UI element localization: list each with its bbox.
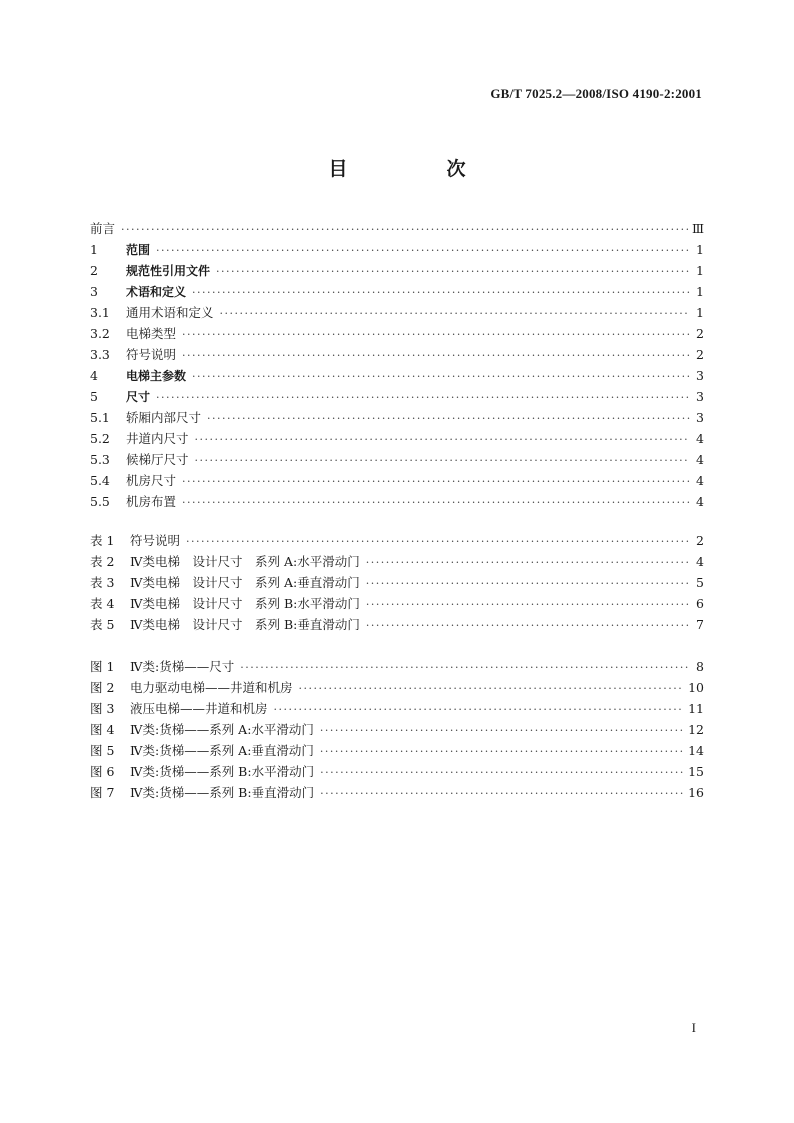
toc-entry-page: 2 <box>696 326 704 341</box>
toc-entry[interactable] <box>90 239 704 260</box>
toc-dot-leader <box>216 261 690 282</box>
toc-entry-label: 轿厢内部尺寸 <box>126 410 202 425</box>
toc-entry-number: 图 1 <box>90 659 115 674</box>
toc-entry[interactable] <box>90 407 704 428</box>
toc-entry[interactable] <box>90 719 704 740</box>
toc-entry-label: Ⅳ类:货梯——系列 A:水平滑动门 <box>130 722 314 737</box>
toc-entry-page: 15 <box>688 764 704 779</box>
toc-dot-leader <box>366 552 690 573</box>
toc-entry-label: Ⅳ类电梯 设计尺寸 系列 B:水平滑动门 <box>130 596 360 611</box>
toc-entry-page: 1 <box>696 263 704 278</box>
toc-entry-page: 6 <box>696 596 704 611</box>
toc-entry[interactable] <box>90 281 704 302</box>
toc-entry-label: 机房尺寸 <box>126 473 177 488</box>
toc-entry[interactable] <box>90 470 704 491</box>
toc-entry[interactable] <box>90 449 704 470</box>
toc-entry[interactable] <box>90 530 704 551</box>
toc-entry-label: 电梯主参数 <box>126 369 187 383</box>
toc-entry-number: 2 <box>90 263 98 278</box>
toc-entry[interactable] <box>90 218 704 239</box>
toc-dot-leader <box>320 741 684 762</box>
toc-entry-page: 14 <box>688 743 704 758</box>
toc-entry-label: 规范性引用文件 <box>126 264 211 278</box>
toc-entry-number: 5.4 <box>90 473 110 488</box>
toc-entry-page: 12 <box>688 722 704 737</box>
toc-entry-page: 1 <box>696 242 704 257</box>
toc-entry-page: 7 <box>696 617 704 632</box>
toc-entry-label: 井道内尺寸 <box>126 431 189 446</box>
toc-entry-number: 3.3 <box>90 347 110 362</box>
toc-entry[interactable] <box>90 677 704 698</box>
toc-entry[interactable] <box>90 698 704 719</box>
toc-entry-page: 3 <box>696 368 704 383</box>
toc-dot-leader <box>195 450 690 471</box>
toc-entry-label: 电力驱动电梯——井道和机房 <box>130 680 293 695</box>
toc-dot-leader <box>299 678 685 699</box>
toc-entry-number: 表 4 <box>90 596 115 611</box>
toc-dot-leader <box>220 303 690 324</box>
toc-entry-page: 1 <box>696 284 704 299</box>
toc-entry[interactable] <box>90 491 704 512</box>
toc-dot-leader <box>207 408 690 429</box>
toc-entry[interactable] <box>90 323 704 344</box>
toc-entry-page: 16 <box>688 785 704 800</box>
toc-entry-page: 2 <box>696 533 704 548</box>
toc-entry-number: 图 2 <box>90 680 115 695</box>
toc-entry-number: 4 <box>90 368 98 383</box>
toc-entry-label: Ⅳ类电梯 设计尺寸 系列 A:垂直滑动门 <box>130 575 360 590</box>
toc-entry-number: 1 <box>90 242 98 257</box>
toc-entry-page: 8 <box>696 659 704 674</box>
toc-entry-page: 4 <box>696 431 704 446</box>
toc-entry-page: 1 <box>696 305 704 320</box>
toc-dot-leader <box>240 657 690 678</box>
toc-dot-leader <box>182 345 690 366</box>
toc-entry-number: 5 <box>90 389 98 404</box>
toc-dot-leader <box>320 720 684 741</box>
toc-entry-page: 3 <box>696 410 704 425</box>
toc-entry-number: 3.2 <box>90 326 110 341</box>
toc-dot-leader <box>366 615 690 636</box>
toc-entry-number: 5.5 <box>90 494 110 509</box>
toc-entry[interactable] <box>90 740 704 761</box>
toc-entry-label: 前言 <box>90 221 116 236</box>
toc-entry-page: 4 <box>696 452 704 467</box>
toc-entry-number: 3.1 <box>90 305 110 320</box>
toc-entry-number: 5.3 <box>90 452 110 467</box>
toc-entry[interactable] <box>90 302 704 323</box>
toc-entry[interactable] <box>90 386 704 407</box>
toc-entry-number: 表 1 <box>90 533 115 548</box>
toc-entry-label: Ⅳ类:货梯——系列 B:水平滑动门 <box>130 764 315 779</box>
toc-entry-number: 表 5 <box>90 617 115 632</box>
toc-entry-label: 范围 <box>126 243 151 257</box>
toc-sections-list <box>90 218 704 512</box>
toc-entry-label: 符号说明 <box>126 347 177 362</box>
toc-tables-list <box>90 530 704 635</box>
page-number: I <box>691 1020 696 1035</box>
toc-entry[interactable] <box>90 260 704 281</box>
toc-dot-leader <box>121 219 688 240</box>
toc-entry-label: Ⅳ类:货梯——尺寸 <box>130 659 235 674</box>
toc-entry-page: 10 <box>688 680 704 695</box>
toc-entry-page: 5 <box>696 575 704 590</box>
toc-entry-label: 机房布置 <box>126 494 177 509</box>
toc-entry[interactable] <box>90 761 704 782</box>
toc-entry-page: 4 <box>696 494 704 509</box>
toc-entry-page: 4 <box>696 473 704 488</box>
toc-entry-label: Ⅳ类:货梯——系列 B:垂直滑动门 <box>130 785 315 800</box>
toc-dot-leader <box>320 762 684 783</box>
toc-entry[interactable] <box>90 614 704 635</box>
toc-dot-leader <box>182 492 690 513</box>
toc-entry-number: 图 5 <box>90 743 115 758</box>
toc-entry-label: 术语和定义 <box>126 285 187 299</box>
toc-dot-leader <box>366 594 690 615</box>
toc-entry[interactable] <box>90 428 704 449</box>
toc-dot-leader <box>195 429 690 450</box>
toc-entry-number: 图 6 <box>90 764 115 779</box>
toc-entry-page: 3 <box>696 389 704 404</box>
toc-dot-leader <box>182 324 690 345</box>
toc-entry-page: 11 <box>688 701 704 716</box>
toc-dot-leader <box>192 282 690 303</box>
toc-entry[interactable] <box>90 344 704 365</box>
toc-entry-label: Ⅳ类电梯 设计尺寸 系列 B:垂直滑动门 <box>130 617 360 632</box>
toc-entry-label: 候梯厅尺寸 <box>126 452 189 467</box>
toc-entry[interactable] <box>90 365 704 386</box>
toc-dot-leader <box>182 471 690 492</box>
toc-entry[interactable] <box>90 572 704 593</box>
toc-dot-leader <box>192 366 690 387</box>
toc-entry-number: 3 <box>90 284 98 299</box>
toc-entry-label: 电梯类型 <box>126 326 177 341</box>
toc-entry-label: 尺寸 <box>126 390 151 404</box>
toc-entry-number: 图 3 <box>90 701 115 716</box>
toc-entry-page: 4 <box>696 554 704 569</box>
toc-entry-label: 液压电梯——井道和机房 <box>130 701 268 716</box>
toc-entry-label: Ⅳ类:货梯——系列 A:垂直滑动门 <box>130 743 314 758</box>
toc-entry-label: Ⅳ类电梯 设计尺寸 系列 A:水平滑动门 <box>130 554 360 569</box>
toc-entry-number: 图 7 <box>90 785 115 800</box>
toc-entry-label: 符号说明 <box>130 533 181 548</box>
toc-entry-label: 通用术语和定义 <box>126 305 214 320</box>
toc-entry-page: 2 <box>696 347 704 362</box>
toc-entry-number: 图 4 <box>90 722 115 737</box>
standard-code: GB/T 7025.2—2008/ISO 4190-2:2001 <box>490 86 702 101</box>
toc-entry-page: Ⅲ <box>691 221 704 236</box>
toc-entry[interactable] <box>90 656 704 677</box>
toc-dot-leader <box>366 573 690 594</box>
toc-dot-leader <box>320 783 684 804</box>
toc-entry-number: 表 3 <box>90 575 115 590</box>
toc-dot-leader <box>156 387 690 408</box>
toc-entry[interactable] <box>90 782 704 803</box>
toc-figures-list <box>90 656 704 803</box>
toc-entry-number: 5.1 <box>90 410 110 425</box>
toc-dot-leader <box>274 699 685 720</box>
toc-entry-number: 5.2 <box>90 431 110 446</box>
toc-entry[interactable] <box>90 593 704 614</box>
toc-entry[interactable] <box>90 551 704 572</box>
page-title: 目 次 <box>328 158 506 180</box>
toc-dot-leader <box>156 240 690 261</box>
toc-dot-leader <box>186 531 690 552</box>
toc-entry-number: 表 2 <box>90 554 115 569</box>
